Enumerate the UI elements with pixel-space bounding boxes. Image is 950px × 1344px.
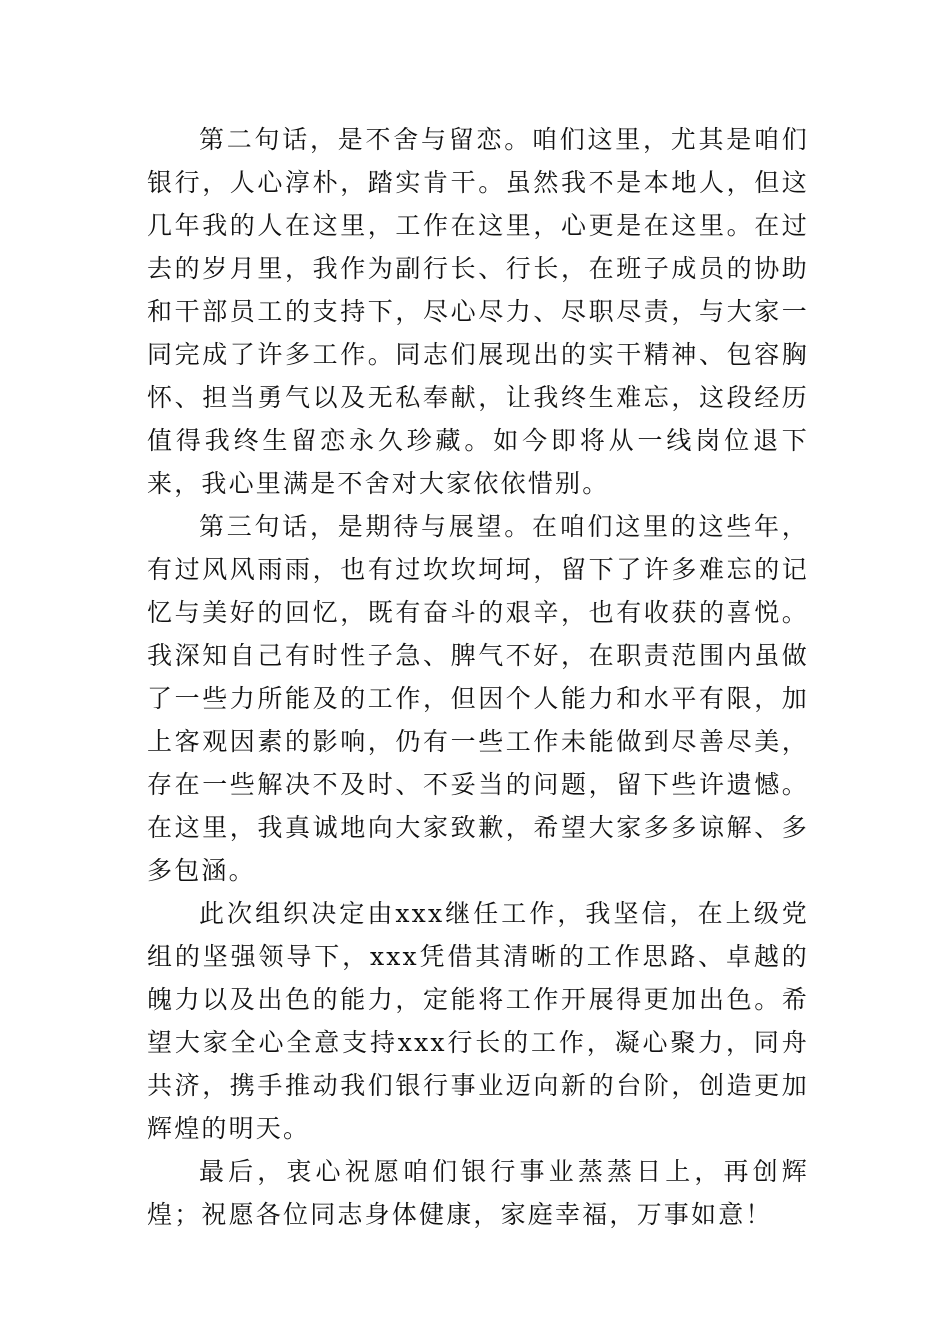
paragraph-successor-support: 此次组织决定由xxx继任工作，我坚信，在上级党组的坚强领导下，xxx凭借其清晰的工作思路、卓越的魄力以及出色的能力，定能将工作开展得更加出色。希望大家全心全意支持xxx行长的工作，凝心聚力，同舟共济，携手推动我们银行事业迈向新的台阶，创造更加辉煌的明天。: [147, 899, 809, 1143]
paragraph-closing-wishes: 最后，衷心祝愿咱们银行事业蒸蒸日上，再创辉煌；祝愿各位同志身体健康，家庭幸福，万事如意！: [147, 1157, 809, 1229]
document-body: [147, 118, 809, 1236]
paragraph-farewell-attachment: 第二句话，是不舍与留恋。咱们这里，尤其是咱们银行，人心淳朴，踏实肯干。虽然我不是本地人，但这几年我的人在这里，工作在这里，心更是在这里。在过去的岁月里，我作为副行长、行长，在班子成员的协助和干部员工的支持下，尽心尽力、尽职尽责，与大家一同完成了许多工作。同志们展现出的实干精神、包容胸怀、担当勇气以及无私奉献，让我终生难忘，这段经历值得我终生留恋永久珍藏。如今即将从一线岗位退下来，我心里满是不舍对大家依依惜别。: [147, 125, 809, 498]
paragraph-expectations-outlook: 第三句话，是期待与展望。在咱们这里的这些年，有过风风雨雨，也有过坎坎坷坷，留下了许多难忘的记忆与美好的回忆，既有奋斗的艰辛，也有收获的喜悦。我深知自己有时性子急、脾气不好，在职责范围内虽做了一些力所能及的工作，但因个人能力和水平有限，加上客观因素的影响，仍有一些工作未能做到尽善尽美，存在一些解决不及时、不妥当的问题，留下些许遗憾。在这里，我真诚地向大家致歉，希望大家多多谅解、多多包涵。: [147, 512, 809, 885]
